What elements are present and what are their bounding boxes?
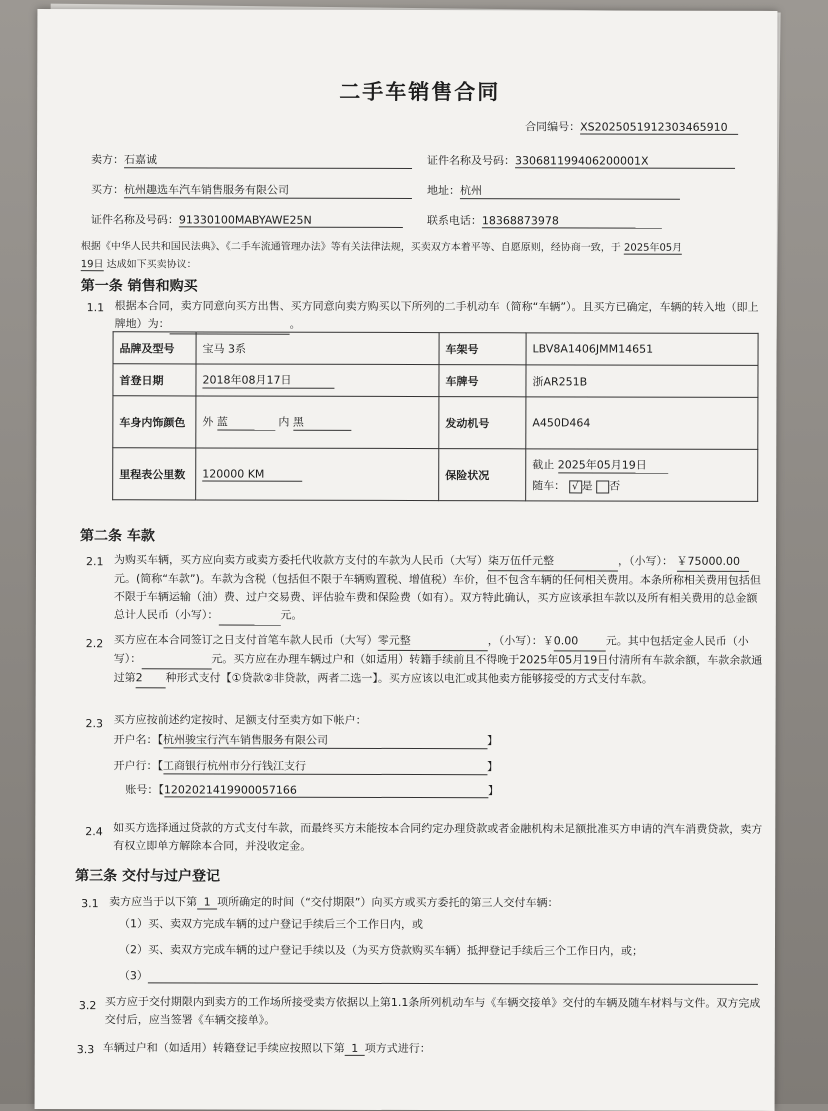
table-row bbox=[113, 448, 758, 502]
balance-deadline: 2025年05月19日 bbox=[519, 651, 608, 670]
account-no-value: 1202021419900057166 bbox=[164, 783, 488, 798]
table-row bbox=[113, 364, 758, 398]
clause-2-4-num: 2.4 bbox=[85, 825, 103, 839]
clause-3-1-num: 3.1 bbox=[81, 897, 99, 911]
vin-value: LBV8A1406JMM14651 bbox=[526, 333, 758, 366]
clause-3-1-text bbox=[109, 893, 558, 910]
contract-page bbox=[35, 9, 778, 1111]
clause-2-1-num: 2.1 bbox=[85, 555, 104, 569]
mileage-cell bbox=[196, 448, 439, 501]
buyer-value: 杭州趣选车汽车销售服务有限公司 bbox=[124, 181, 412, 199]
contract-no-label: 合同编号： bbox=[525, 120, 581, 134]
clause-2-3-text: 买方应按前述约定按时、足额支付至卖方如下帐户： bbox=[113, 713, 367, 727]
plate-value: 浙AR251B bbox=[526, 365, 758, 398]
clause-2-1-d: 元。 bbox=[280, 608, 303, 622]
clause-3-1-opt-1: （1）买、卖双方完成车辆的过户登记手续后三个工作日内，或 bbox=[119, 917, 424, 932]
price-cn: 柒万伍仟元整 bbox=[488, 552, 618, 571]
bracket-close: 】 bbox=[486, 760, 498, 774]
clause-3-1-b: 项所确定的时间（“交付期限”）向买方或买方委托的第三人交付车辆： bbox=[217, 895, 559, 910]
clause-2-2-text bbox=[114, 631, 764, 690]
article-2-title: 第二条 车款 bbox=[80, 528, 155, 545]
contract-no bbox=[525, 118, 738, 135]
buyer-addr-label: 地址： bbox=[426, 184, 460, 198]
clause-2-1-text bbox=[114, 551, 764, 627]
intro-date-b: 19日 bbox=[81, 255, 104, 271]
brand-value: 宝马 3系 bbox=[196, 332, 439, 365]
total-amount-blank bbox=[218, 607, 280, 626]
payment-way: 2 bbox=[136, 669, 166, 688]
outer-value: 蓝 bbox=[217, 414, 275, 431]
engine-label: 发动机号 bbox=[439, 397, 526, 449]
yes-checkbox[interactable]: √ bbox=[569, 480, 582, 493]
insurance-until-value: 2025年05月19日 bbox=[558, 456, 668, 473]
color-cell bbox=[196, 396, 439, 449]
article-3-title: 第三条 交付与过户登记 bbox=[75, 868, 221, 885]
bank-value: 工商银行杭州市分行钱江支行 bbox=[163, 757, 487, 775]
table-row bbox=[113, 332, 758, 366]
bracket-close: 】 bbox=[487, 734, 499, 748]
reg-value: 2018年08月17日 bbox=[202, 371, 334, 388]
buyer-id-row bbox=[91, 211, 403, 228]
buyer-addr-value: 杭州 bbox=[460, 182, 680, 200]
mileage-value: 120000 KM bbox=[202, 467, 302, 481]
buyer-phone-label: 联系电话： bbox=[426, 214, 482, 228]
insurance-until-row bbox=[532, 456, 751, 474]
clause-1-1-body: 根据本合同，卖方同意向买方出售、买方同意向卖方购买以下所列的二手机动车（简称“车辆”）。且买方已确定，车辆的转入地（即上牌地）为： bbox=[114, 299, 759, 331]
deposit-blank bbox=[141, 650, 211, 669]
outer-label: 外 bbox=[202, 415, 214, 429]
delivery-option: 1 bbox=[197, 895, 217, 909]
no-label: 否 bbox=[609, 479, 621, 493]
clause-3-2-num: 3.2 bbox=[78, 999, 97, 1013]
bank-row bbox=[113, 757, 498, 775]
seller-id-row bbox=[427, 152, 735, 169]
intro-text-1: 根据《中华人民共和国民法典》、《二手车流通管理办法》等有关法律法规，买卖双方本着平等、自愿原则，经协商一致，于 bbox=[80, 241, 621, 254]
yes-label: 是 bbox=[581, 479, 593, 493]
engine-value: A450D464 bbox=[526, 397, 758, 450]
reg-cell bbox=[196, 364, 439, 397]
insurance-label: 保险状况 bbox=[439, 449, 526, 501]
clause-2-1-c: 元。(简称“车款”)。车款为含税（包括但不限于车辆购置税、增值税）车价，但不包含车辆的任何相关费用。本条所称相关费用包括但不限于车辆运输（油）费、过户交易费、评估验车费和保险费（如有）。双方特此确认，买方应该承担车款以及所有相关费用的总金额总计人民币（小写）： bbox=[113, 572, 761, 622]
reg-label: 首登日期 bbox=[113, 364, 196, 396]
insurance-until-label: 截止 bbox=[532, 458, 555, 472]
contract-title: 二手车销售合同 bbox=[339, 79, 501, 105]
clause-2-3-num: 2.3 bbox=[85, 717, 104, 731]
intro-text-2: 达成如下买卖协议： bbox=[106, 259, 197, 271]
bank-label: 开户行：【 bbox=[113, 759, 163, 773]
clause-3-3-num: 3.3 bbox=[76, 1043, 95, 1057]
clause-3-2-text: 买方应于交付期限内到卖方的工作场所接受卖方依据以上第1.1条所列机动车与《车辆交接单》交付的车辆及随车材料与文件。双方完成交付后，应当签署《车辆交接单》。 bbox=[104, 995, 761, 1027]
seller-id-label: 证件名称及号码： bbox=[427, 154, 516, 168]
clause-2-2-b: ，（小写）：￥ bbox=[487, 634, 554, 648]
buyer-phone-value: 18368873978 bbox=[482, 214, 662, 228]
clause-1-1-text bbox=[115, 297, 763, 336]
opt-3-blank bbox=[148, 969, 758, 985]
clause-3-1-opt-3 bbox=[119, 967, 758, 985]
vin-label: 车架号 bbox=[439, 333, 526, 365]
clause-2-1-a: 为购买车辆，买方应向卖方或卖方委托代收款方支付的车款为人民币（大写） bbox=[113, 553, 489, 568]
clause-2-2-a: 买方应在本合同签订之日支付首笔车款人民币（大写） bbox=[113, 633, 378, 647]
buyer-phone-row bbox=[427, 212, 662, 229]
clause-1-1-end: 。 bbox=[289, 317, 301, 331]
account-no-row bbox=[125, 781, 499, 798]
buyer-row bbox=[91, 181, 412, 199]
clause-2-2-c: 元。其中包括定金人民币（小写）： bbox=[113, 634, 749, 666]
bracket-close: 】 bbox=[487, 784, 499, 798]
inner-label: 内 bbox=[278, 415, 290, 429]
seller-id-value: 330681199406200001X bbox=[515, 154, 735, 169]
first-payment: 0.00 bbox=[554, 632, 606, 651]
clause-2-2-d: 元。买方应在办理车辆过户和（如适用）转籍手续前且不得晚于 bbox=[211, 652, 520, 667]
clause-2-4-text: 如买方选择通过贷款的方式支付车款，而最终买方未能按本合同约定办理贷款或者金融机构未足额批准买方申请的汽车消费贷款，卖方有权立即单方解除本合同，并没收定金。 bbox=[113, 821, 763, 853]
transfer-option: 1 bbox=[345, 1042, 365, 1056]
buyer-label: 买方： bbox=[90, 183, 124, 197]
clause-3-1-opt-3-label: （3） bbox=[118, 969, 148, 983]
vehicle-table bbox=[112, 331, 758, 502]
table-row bbox=[113, 396, 758, 450]
account-name-value: 杭州骏宝行汽车销售服务有限公司 bbox=[163, 731, 487, 749]
insurance-cell bbox=[526, 449, 758, 502]
buyer-id-value: 91330100MABYAWE25N bbox=[179, 213, 403, 228]
clause-3-3-b: 项方式进行： bbox=[364, 1041, 431, 1056]
seller-row bbox=[91, 151, 412, 169]
intro-date-a: 2025年05月 bbox=[624, 239, 682, 255]
buyer-id-label: 证件名称及号码： bbox=[90, 213, 179, 227]
mileage-label: 里程表公里数 bbox=[113, 448, 196, 500]
seller-label: 卖方： bbox=[91, 153, 125, 167]
plate-label: 车牌号 bbox=[439, 365, 526, 397]
article-1-title: 第一条 销售和购买 bbox=[80, 278, 198, 295]
color-label: 车身内饰颜色 bbox=[113, 396, 196, 448]
buyer-addr-row bbox=[427, 182, 680, 200]
clause-2-1-b: ，（小写）： bbox=[617, 554, 674, 568]
clause-1-1-num: 1.1 bbox=[86, 301, 105, 315]
seller-value: 石嘉诚 bbox=[124, 151, 412, 169]
clause-2-2-e: 付清所有车款余额，车款余款通过第 bbox=[113, 653, 763, 685]
brand-label: 品牌及型号 bbox=[113, 332, 196, 364]
clause-3-3-a: 车辆过户和（如适用）转籍登记手续应按照以下第 bbox=[102, 1041, 345, 1055]
inner-value: 黑 bbox=[293, 414, 351, 431]
intro-line-2 bbox=[81, 255, 197, 271]
contract-no-value: XS2025051912303465910 bbox=[580, 120, 738, 134]
with-car-row bbox=[532, 477, 751, 494]
clause-3-3-text bbox=[103, 1039, 431, 1056]
clause-2-2-f: 种形式支付【①贷款②非贷款，两者二选一】。买方应该以电汇或其他卖方能够接受的方式支付车款。 bbox=[165, 671, 653, 686]
clause-3-1-opt-2: （2）买、卖双方完成车辆的过户登记手续以及（为买方贷款购买车辆）抵押登记手续后三个工作日内，或； bbox=[118, 943, 643, 958]
clause-3-1-a: 卖方应当于以下第 bbox=[109, 895, 198, 909]
clause-2-2-num: 2.2 bbox=[85, 637, 104, 651]
price-amount: ￥75000.00 bbox=[676, 553, 748, 572]
account-name-row bbox=[114, 731, 499, 749]
account-no-label: 账号：【 bbox=[125, 783, 164, 797]
with-car-label: 随车： bbox=[532, 479, 566, 493]
first-payment-cn: 零元整 bbox=[378, 632, 488, 651]
account-name-label: 开户名：【 bbox=[113, 733, 164, 747]
intro-line-1 bbox=[81, 237, 682, 255]
no-checkbox[interactable] bbox=[596, 480, 609, 493]
